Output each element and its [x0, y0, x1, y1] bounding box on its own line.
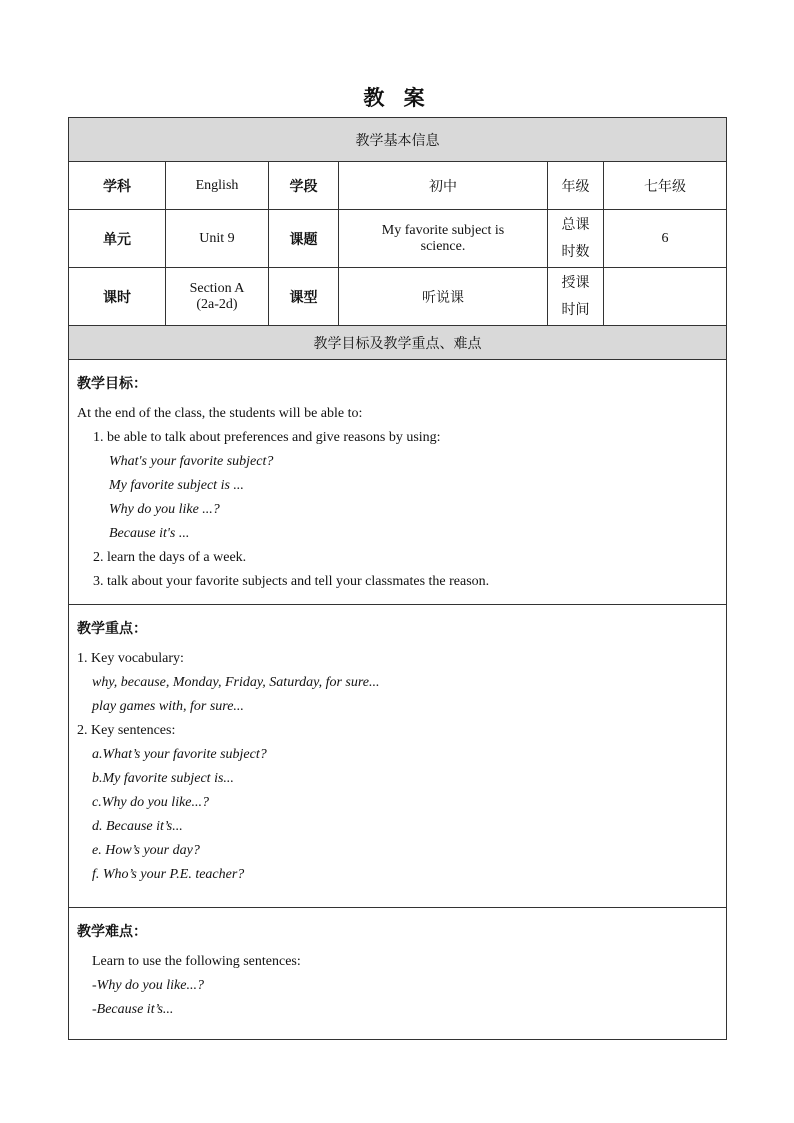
key-vocabulary-line-2: play games with, for sure... — [92, 699, 244, 714]
key-sentence-a: a.What’s your favorite subject? — [92, 747, 267, 762]
period-label: 课时 — [69, 268, 166, 326]
difficulties-line-2: -Why do you like...? — [92, 978, 204, 993]
difficulties-heading: 教学难点： — [77, 924, 147, 940]
document-title: 教 案 — [363, 86, 431, 110]
key-sentence-d: d. Because it’s... — [92, 819, 183, 834]
grade-value: 七年级 — [604, 162, 727, 210]
lesson-type-value: 听说课 — [339, 268, 548, 326]
lesson-type-label: 课型 — [269, 268, 339, 326]
objective-sentence-2: My favorite subject is ... — [109, 478, 244, 493]
teaching-time-label-2: 时间 — [561, 301, 590, 318]
key-sentence-e: e. How’s your day? — [92, 843, 200, 858]
objectives-intro: At the end of the class, the students will be able to: — [77, 406, 363, 421]
objective-sentence-4: Because it's ... — [109, 526, 190, 541]
key-sentence-f: f. Who’s your P.E. teacher? — [92, 867, 245, 882]
objective-item-2: 2. learn the days of a week. — [93, 550, 247, 565]
difficulties-line-1: Learn to use the following sentences: — [92, 954, 301, 969]
total-hours-label-1: 总课 — [561, 216, 590, 233]
unit-label: 单元 — [69, 210, 166, 268]
difficulties-line-3: -Because it’s... — [92, 1002, 174, 1017]
key-vocabulary-title: 1. Key vocabulary: — [77, 651, 184, 666]
key-points-heading: 教学重点： — [77, 621, 147, 637]
unit-value: Unit 9 — [166, 210, 269, 268]
period-line-2: (2a-2d) — [196, 296, 238, 312]
topic-label: 课题 — [269, 210, 339, 268]
key-sentence-b: b.My favorite subject is... — [92, 771, 234, 786]
teaching-time-value — [604, 268, 727, 326]
stage-label: 学段 — [269, 162, 339, 210]
objectives-header: 教学目标及教学重点、难点 — [69, 326, 727, 360]
objective-sentence-3: Why do you like ...? — [109, 502, 220, 517]
period-line-1: Section A — [189, 280, 245, 296]
difficulties-section — [69, 908, 727, 1040]
topic-line-2: science. — [420, 238, 466, 254]
key-sentence-c: c.Why do you like...? — [92, 795, 210, 810]
topic-line-1: My favorite subject is — [381, 222, 505, 238]
teaching-time-label-1: 授课 — [561, 274, 590, 291]
teaching-time-label — [548, 268, 604, 326]
key-points-section — [69, 605, 727, 908]
objectives-section — [69, 360, 727, 605]
key-vocabulary-line-1: why, because, Monday, Friday, Saturday, for sure... — [92, 675, 380, 690]
stage-value: 初中 — [339, 162, 548, 210]
objective-sentence-1: What's your favorite subject? — [109, 454, 274, 469]
subject-value: English — [166, 162, 269, 210]
basic-info-header: 教学基本信息 — [69, 118, 727, 162]
key-sentences-title: 2. Key sentences: — [77, 723, 176, 738]
total-hours-label-2: 时数 — [561, 243, 590, 260]
total-hours-label — [548, 210, 604, 268]
objectives-heading: 教学目标： — [77, 376, 147, 392]
objective-item-3: 3. talk about your favorite subjects and tell your classmates the reason. — [93, 574, 490, 589]
period-value — [166, 268, 269, 326]
subject-label: 学科 — [69, 162, 166, 210]
objective-item-1: 1. be able to talk about preferences and give reasons by using: — [93, 430, 441, 445]
grade-label: 年级 — [548, 162, 604, 210]
topic-value — [339, 210, 548, 268]
total-hours-value: 6 — [604, 210, 727, 268]
lesson-plan-table — [68, 117, 727, 1040]
